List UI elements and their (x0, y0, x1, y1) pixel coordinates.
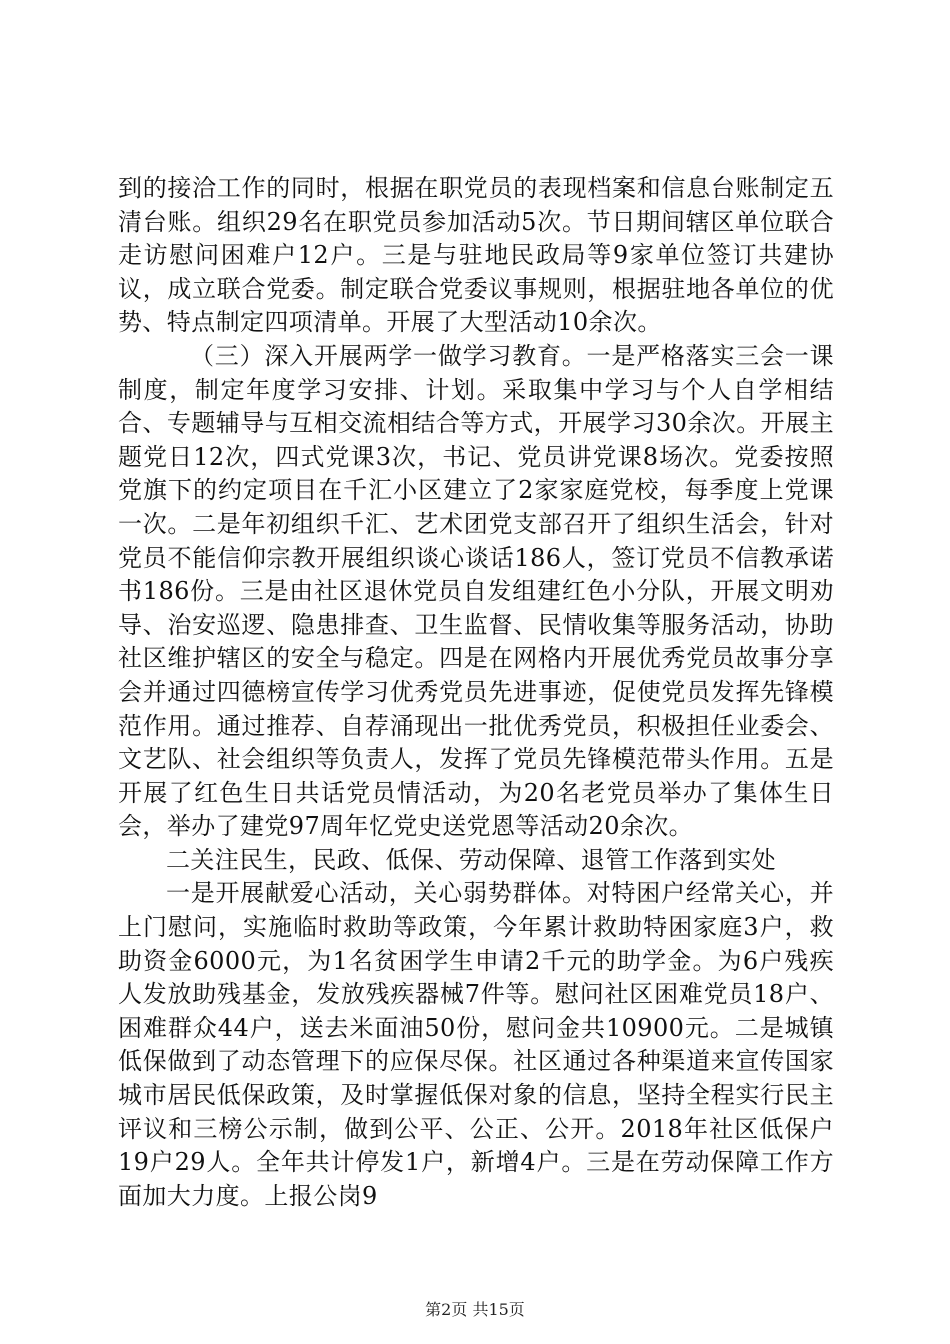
section-heading: 二关注民生，民政、低保、劳动保障、退管工作落到实处 (166, 845, 776, 874)
document-body (118, 172, 834, 1213)
page-number-label: 第2页 共15页 (425, 1300, 525, 1319)
paragraph-livelihood: 一是开展献爱心活动，关心弱势群体。对特困户经常关心，并上门慰问，实施临时救助等政策，今年累计救助特困家庭3户，救助资金6000元，为1名贫困学生申请2千元的助学金。为6户残疾人发放助残基金，发放残疾器械7件等。慰问社区困难党员18户、困难群众44户，送去米面油50份，慰问金共10900元。二是城镇低保做到了动态管理下的应保尽保。社区通过各种渠道来宣传国家城市居民低保政策，及时掌握低保对象的信息，坚持全程实行民主评议和三榜公示制，做到公平、公正、公开。2018年社区低保户19户29人。全年共计停发1户，新增4户。三是在劳动保障工作方面加大力度。上报公岗9 (118, 879, 834, 1210)
page-footer (0, 1300, 950, 1320)
paragraph-section-three: （三）深入开展两学一做学习教育。一是严格落实三会一课制度，制定年度学习安排、计划。采取集中学习与个人自学相结合、专题辅导与互相交流相结合等方式，开展学习30余次。开展主题党日12次，四式党课3次，书记、党员讲党课8场次。党委按照党旗下的约定项目在千汇小区建立了2家家庭党校，每季度上党课一次。二是年初组织千汇、艺术团党支部召开了组织生活会，针对党员不能信仰宗教开展组织谈心谈话186人，签订党员不信教承诺书186份。三是由社区退休党员自发组建红色小分队，开展文明劝导、治安巡逻、隐患排查、卫生监督、民情收集等服务活动，协助社区维护辖区的安全与稳定。四是在网格内开展优秀党员故事分享会并通过四德榜宣传学习优秀党员先进事迹，促使党员发挥先锋模范作用。通过推荐、自荐涌现出一批优秀党员，积极担任业委会、文艺队、社会组织等负责人，发挥了党员先锋模范带头作用。五是开展了红色生日共话党员情活动，为20名老党员举办了集体生日会，举办了建党97周年忆党史送党恩等活动20余次。 (118, 341, 834, 841)
paragraph-continuation: 到的接洽工作的同时，根据在职党员的表现档案和信息台账制定五清台账。组织29名在职党员参加活动5次。节日期间辖区单位联合走访慰问困难户12户。三是与驻地民政局等9家单位签订共建协议，成立联合党委。制定联合党委议事规则，根据驻地各单位的优势、特点制定四项清单。开展了大型活动10余次。 (118, 174, 834, 337)
